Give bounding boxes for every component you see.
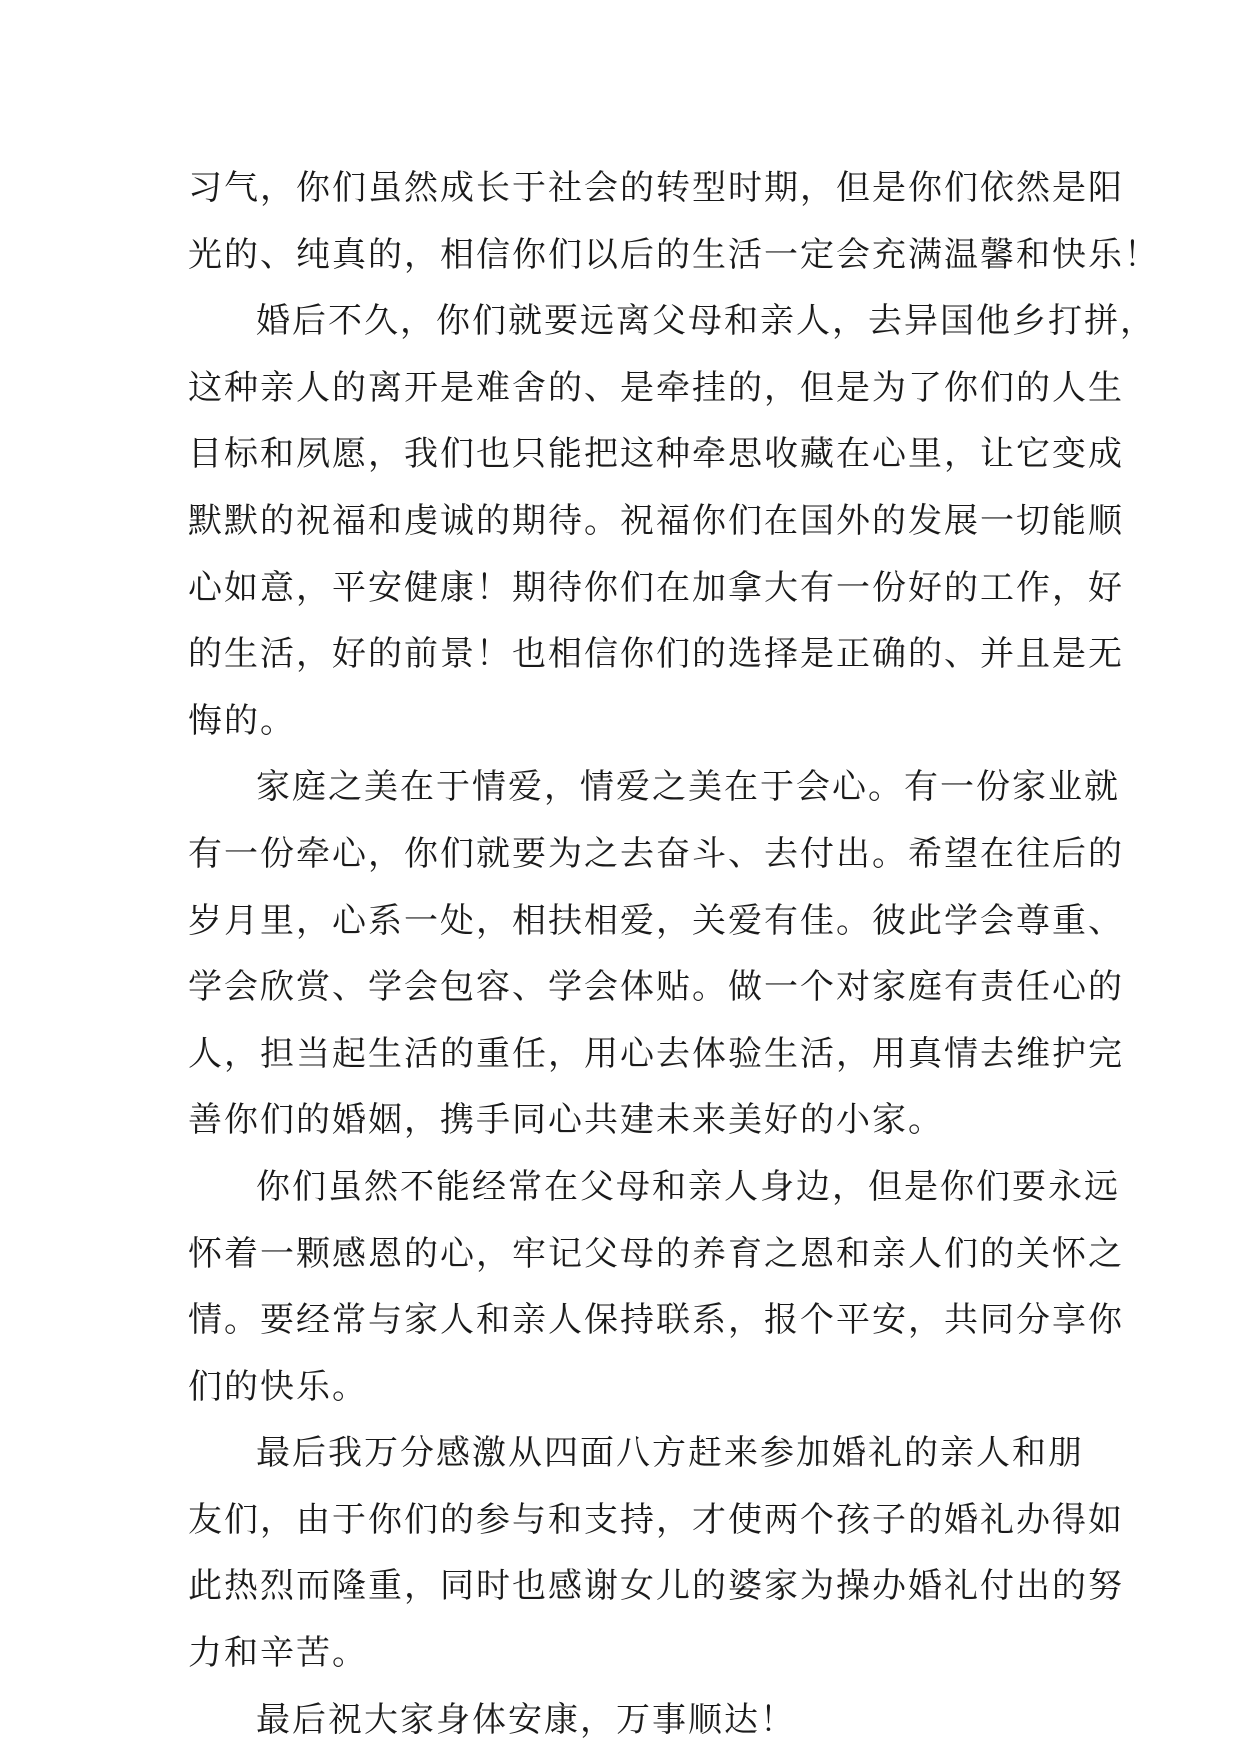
text-line: 默默的祝福和虔诚的期待。祝福你们在国外的发展一切能顺	[188, 500, 1124, 541]
text-line: 友们，由于你们的参与和支持，才使两个孩子的婚礼办得如	[188, 1499, 1124, 1540]
paragraph-4	[188, 1154, 1124, 1420]
paragraph-2	[188, 288, 1156, 754]
text-line: 怀着一颗感恩的心，牢记父母的养育之恩和亲人们的关怀之	[188, 1233, 1124, 1274]
document-body	[188, 155, 1160, 1753]
paragraph-6	[188, 1687, 1068, 1754]
text-line: 光的、纯真的，相信你们以后的生活一定会充满温馨和快乐！	[188, 234, 1160, 275]
text-line: 此热烈而隆重，同时也感谢女儿的婆家为操办婚礼付出的努	[188, 1566, 1124, 1607]
text-line: 目标和夙愿，我们也只能把这种牵思收藏在心里，让它变成	[188, 434, 1124, 475]
text-line: 婚后不久，你们就要远离父母和亲人，去异国他乡打拼，	[256, 301, 1156, 342]
paragraph-5	[188, 1420, 1124, 1686]
text-line: 人，担当起生活的重任，用心去体验生活，用真情去维护完	[188, 1033, 1124, 1074]
text-line: 习气，你们虽然成长于社会的转型时期，但是你们依然是阳	[188, 168, 1124, 208]
text-line: 岁月里，心系一处，相扶相爱，关爱有佳。彼此学会尊重、	[188, 900, 1124, 941]
text-line: 情。要经常与家人和亲人保持联系，报个平安，共同分享你	[188, 1300, 1124, 1341]
text-line: 心如意，平安健康！期待你们在加拿大有一份好的工作，好	[188, 567, 1124, 608]
text-line: 这种亲人的离开是难舍的、是牵挂的，但是为了你们的人生	[188, 367, 1124, 408]
text-line: 最后祝大家身体安康，万事顺达！	[256, 1699, 796, 1740]
text-line: 力和辛苦。	[188, 1633, 368, 1674]
paragraph-1	[188, 155, 1160, 288]
text-line: 的生活，好的前景！也相信你们的选择是正确的、并且是无	[188, 634, 1124, 675]
paragraph-3	[188, 754, 1124, 1154]
text-line: 善你们的婚姻，携手同心共建未来美好的小家。	[188, 1100, 944, 1141]
text-line: 们的快乐。	[188, 1366, 368, 1407]
text-line: 有一份牵心，你们就要为之去奋斗、去付出。希望在往后的	[188, 833, 1124, 874]
text-line: 学会欣赏、学会包容、学会体贴。做一个对家庭有责任心的	[188, 967, 1124, 1008]
text-line: 家庭之美在于情爱，情爱之美在于会心。有一份家业就	[256, 767, 1120, 808]
text-line: 你们虽然不能经常在父母和亲人身边，但是你们要永远	[256, 1166, 1120, 1207]
text-line: 最后我万分感激从四面八方赶来参加婚礼的亲人和朋	[256, 1433, 1084, 1474]
text-line: 悔的。	[188, 700, 296, 741]
